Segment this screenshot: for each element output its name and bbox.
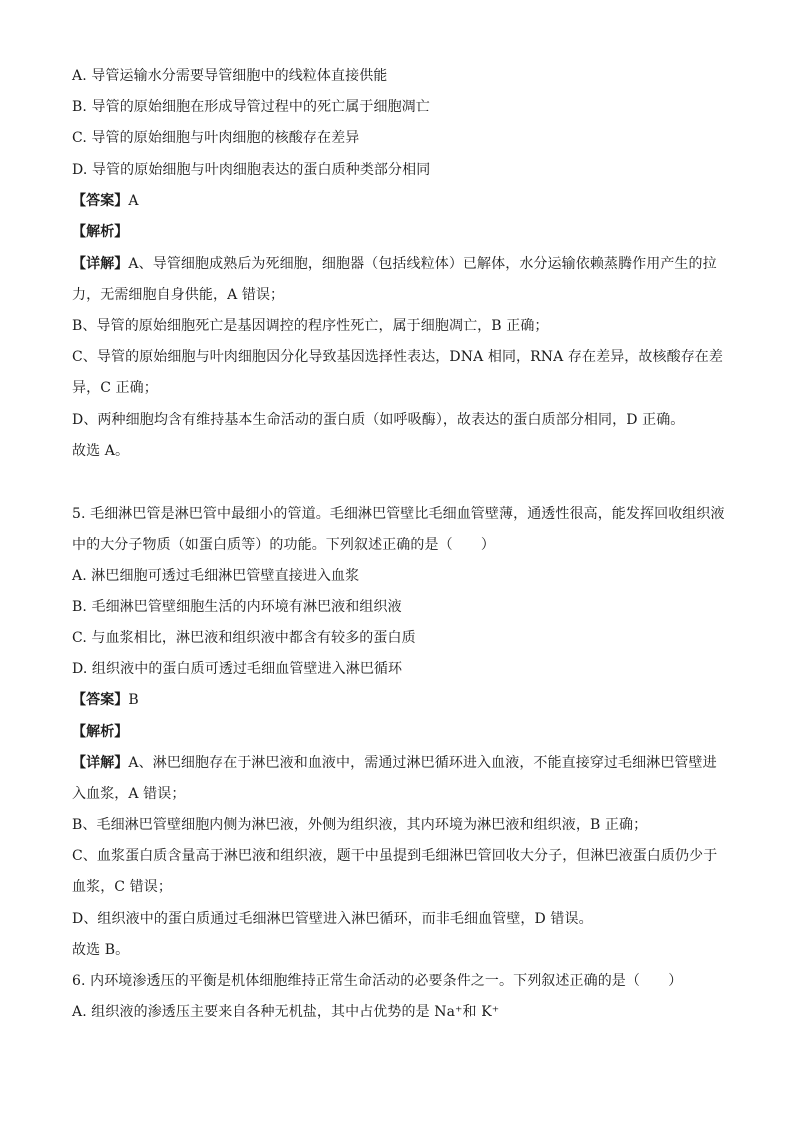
answer-value: B <box>128 692 139 708</box>
q5-conclusion: 故选 B。 <box>72 942 130 958</box>
q4-conclusion: 故选 A。 <box>72 443 130 459</box>
q4-analysis-label: 【解析】 <box>72 224 129 240</box>
q4-detail-line-6: D、两种细胞均含有维持基本生命活动的蛋白质（如呼吸酶），故表达的蛋白质部分相同，D 正确。 <box>72 412 685 428</box>
answer-label: 【答案】 <box>72 692 129 708</box>
q4-option-d: D. 导管的原始细胞与叶肉细胞表达的蛋白质种类部分相同 <box>72 162 431 178</box>
q4-detail-line-3: B、导管的原始细胞死亡是基因调控的程序性死亡，属于细胞凋亡，B 正确； <box>72 318 549 334</box>
q4-detail-line-2: 力，无需细胞自身供能，A 错误； <box>72 287 285 303</box>
q6-option-a: A. 组织液的渗透压主要来自各种无机盐，其中占优势的是 Na⁺和 K⁺ <box>72 1004 500 1020</box>
q4-detail-line-5: 异，C 正确； <box>72 380 158 396</box>
q5-detail-line-2: 入血浆，A 错误； <box>72 786 186 802</box>
q4-option-a: A. 导管运输水分需要导管细胞中的线粒体直接供能 <box>72 68 388 84</box>
q5-stem-line-2: 中的大分子物质（如蛋白质等）的功能。下列叙述正确的是（ ） <box>72 537 495 553</box>
q5-option-a: A. 淋巴细胞可透过毛细淋巴管壁直接进入血浆 <box>72 568 360 584</box>
q5-stem-line-1: 5. 毛细淋巴管是淋巴管中最细小的管道。毛细淋巴管壁比毛细血管壁薄，通透性很高，能发挥回收组织液 <box>72 506 725 522</box>
q5-option-c: C. 与血浆相比，淋巴液和组织液中都含有较多的蛋白质 <box>72 630 416 646</box>
q5-option-b: B. 毛细淋巴管壁细胞生活的内环境有淋巴液和组织液 <box>72 599 402 615</box>
q5-option-d: D. 组织液中的蛋白质可透过毛细血管壁进入淋巴循环 <box>72 661 403 677</box>
q4-option-b: B. 导管的原始细胞在形成导管过程中的死亡属于细胞凋亡 <box>72 99 430 115</box>
q5-answer <box>72 690 722 710</box>
q4-answer <box>72 191 722 211</box>
q4-option-c: C. 导管的原始细胞与叶肉细胞的核酸存在差异 <box>72 130 360 146</box>
answer-label: 【答案】 <box>72 193 129 209</box>
detail-label: 【详解】 <box>72 256 129 272</box>
q4-detail-line-1: 【详解】A、导管细胞成熟后为死细胞，细胞器（包括线粒体）已解体，水分运输依赖蒸腾作用产生的拉 <box>72 256 717 272</box>
q4-detail-line-4: C、导管的原始细胞与叶肉细胞因分化导致基因选择性表达，DNA 相同，RNA 存在差异，故核酸存在差 <box>72 349 723 365</box>
q5-analysis-label: 【解析】 <box>72 724 129 740</box>
q5-detail-line-1: 【详解】A、淋巴细胞存在于淋巴液和血液中，需通过淋巴循环进入血液，不能直接穿过毛细淋巴管壁进 <box>72 755 717 771</box>
detail-label: 【详解】 <box>72 755 129 771</box>
q5-detail-line-4: C、血浆蛋白质含量高于淋巴液和组织液，题干中虽提到毛细淋巴管回收大分子，但淋巴液蛋白质仍少于 <box>72 848 718 864</box>
q5-detail-line-3: B、毛细淋巴管壁细胞内侧为淋巴液，外侧为组织液，其内环境为淋巴液和组织液，B 正确； <box>72 817 648 833</box>
answer-value: A <box>128 193 139 209</box>
q6-stem: 6. 内环境渗透压的平衡是机体细胞维持正常生命活动的必要条件之一。下列叙述正确的是（ ） <box>72 973 683 989</box>
q5-detail-line-5: 血浆，C 错误； <box>72 879 172 895</box>
q5-detail-line-6: D、组织液中的蛋白质通过毛细淋巴管壁进入淋巴循环，而非毛细血管壁，D 错误。 <box>72 911 593 927</box>
